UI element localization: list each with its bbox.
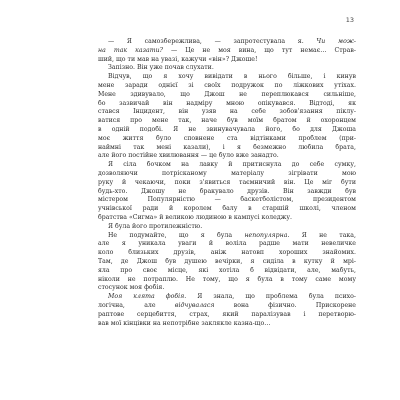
text-run: вав мої кінцівки на непотрібне заклякле казна-що… xyxy=(98,319,271,327)
text-line xyxy=(98,293,356,302)
text-line xyxy=(98,258,356,267)
text-run: ніколи не потраплю. Не тому, що я була в тому саме мому xyxy=(98,275,356,283)
text-run: логічна, але xyxy=(98,301,175,309)
text-run: Я була його протилежністю. xyxy=(108,222,203,230)
text-line xyxy=(98,64,356,73)
text-line xyxy=(98,82,356,91)
text-run: . Я не така, xyxy=(287,231,356,239)
text-run: містером Популярністю — баскетболістом, президентом xyxy=(98,196,356,204)
italic-text: Чи мож- xyxy=(316,38,356,45)
text-run: братства «Сигма» й великою людиною в кампусі коледжу. xyxy=(98,213,293,221)
text-line xyxy=(98,284,356,293)
text-run: ватися про мене так, наче був моїм братом й охоронцем xyxy=(98,117,356,125)
text-line xyxy=(98,214,356,223)
text-run: раптове серцебиття, страх, який паралізував і перетворю- xyxy=(98,310,356,318)
text-run: вона фізично. Прискорене xyxy=(214,301,356,309)
text-run: — Це не моя вина, що тут немає… Страв- xyxy=(162,46,356,54)
text-line xyxy=(98,302,356,311)
text-run: моє життя було сповнене ста відтінками проблем (при- xyxy=(98,134,356,142)
text-line xyxy=(98,311,356,320)
text-line xyxy=(98,152,356,161)
text-line xyxy=(98,232,356,241)
text-line xyxy=(98,170,356,179)
text-run: мене заради однієї зі своїх подружок по ліжкових утіхах. xyxy=(98,81,356,89)
text-line xyxy=(98,320,356,329)
text-line xyxy=(98,161,356,170)
italic-text: непопулярна xyxy=(244,231,288,239)
text-line xyxy=(98,91,356,100)
text-run: стався Інцидент, він узяв на себе зобов'язання пiклу- xyxy=(98,108,356,116)
text-line xyxy=(98,56,356,65)
text-run: яла про своє місце, які хотіла б відвідати, але, мабуть, xyxy=(98,266,356,274)
text-run: учнівської ради й королем балу в старшій школі, членом xyxy=(98,205,356,213)
italic-text: Моя клята фобія. xyxy=(108,293,187,301)
italic-text: відчувалася xyxy=(174,301,215,309)
text-line xyxy=(98,117,356,126)
body-text xyxy=(98,38,356,328)
text-run: але я уникала уваги й воліла радше мати невеличке xyxy=(98,240,356,248)
text-line xyxy=(98,276,356,285)
text-line xyxy=(98,47,356,56)
text-line xyxy=(98,108,356,117)
text-run: стосунок моя фобія. xyxy=(98,284,165,292)
text-run: Мене здивувало, що Джош не переплюкався сильніше, xyxy=(98,90,356,98)
text-run: Я знала, що проблема була психо- xyxy=(186,293,356,301)
text-run: Запізно. Він уже почав слухати. xyxy=(108,64,214,72)
text-line xyxy=(98,144,356,153)
italic-text: на так казати? xyxy=(98,46,163,54)
text-run: Я сіла бочком на лавку й притиснула до себе сумку, xyxy=(108,161,356,169)
text-line xyxy=(98,267,356,276)
text-run: ший, що ти мав на увазі, кажучи «він»? Джоше! xyxy=(98,55,258,63)
text-run: бо зазвичай він надміру мною опікувався. Відтоді, як xyxy=(98,99,356,107)
text-run: — Я самозбережлива, — запротестувала я. xyxy=(108,38,317,45)
text-line xyxy=(98,205,356,214)
text-run: будь-хто. Джошу не бракувало друзів. Він завжди був xyxy=(98,187,356,195)
text-line xyxy=(98,223,356,232)
text-line xyxy=(98,38,356,47)
text-run: в одній подобі. Я не звинувачувала його, бо для Джоша xyxy=(98,125,356,133)
text-line xyxy=(98,100,356,109)
text-run: коло близьких друзів, аніж натовп хороших знайомих. xyxy=(98,249,356,257)
text-run: наймні так мені казали), і я безмежно любила брата, xyxy=(98,143,356,151)
text-run: руку й чекаючи, поки з'явиться таємничий він. Це міг бути xyxy=(98,178,356,186)
text-line xyxy=(98,179,356,188)
text-line xyxy=(98,249,356,258)
text-line xyxy=(98,135,356,144)
text-line xyxy=(98,126,356,135)
text-line xyxy=(98,188,356,197)
text-run: дозволяючи потрісканому матеріалу зігрівати мою xyxy=(98,169,356,177)
text-line xyxy=(98,240,356,249)
text-line xyxy=(98,196,356,205)
text-run: Там, де Джош був душею вечірки, я сиділа в кутку й мрі- xyxy=(98,257,356,265)
text-line xyxy=(98,73,356,82)
page-number: 13 xyxy=(345,16,354,24)
text-run: Відчув, що я хочу вивідати в нього більше, і кинув xyxy=(108,73,356,81)
text-run: Не подумайте, що я була xyxy=(108,231,245,239)
text-run: але його постійне хвилювання — це було вже занадто. xyxy=(98,152,279,160)
